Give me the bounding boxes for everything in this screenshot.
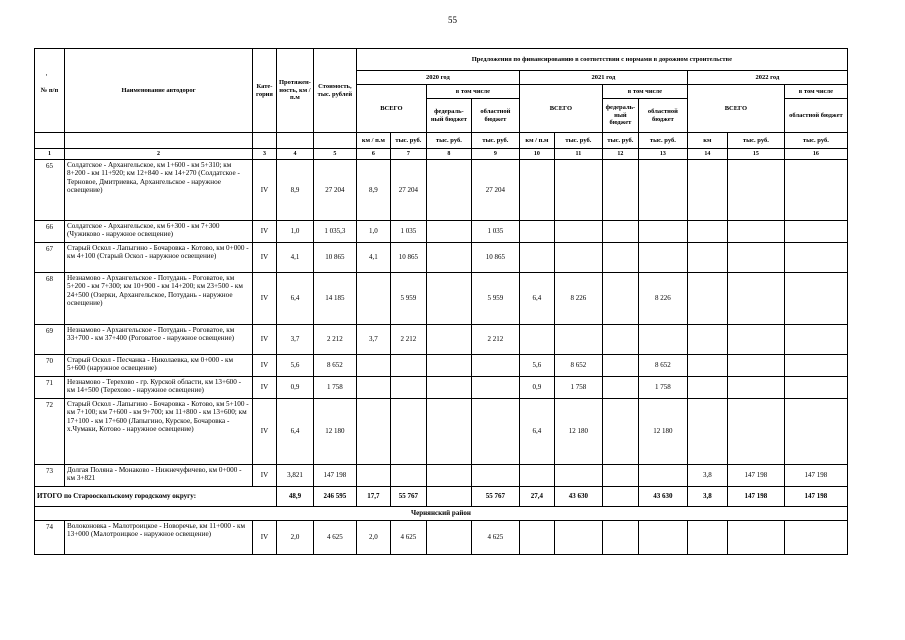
- cell-2020-km: 4,1: [356, 243, 390, 273]
- cell-2022-km: [687, 355, 727, 377]
- cell-2020-km: 8,9: [356, 160, 390, 221]
- row-number: 65: [35, 160, 65, 221]
- road-length: 4,1: [277, 243, 314, 273]
- road-length: 3,821: [277, 465, 314, 487]
- road-cost: 147 198: [313, 465, 356, 487]
- cell-2022-km: [687, 273, 727, 325]
- cell-2022-regional: [784, 377, 847, 399]
- cell-2020-federal: [426, 243, 471, 273]
- road-category: IV: [253, 160, 277, 221]
- cell-2021-rub: [554, 521, 602, 555]
- cell-2021-federal: [602, 399, 638, 465]
- cell-2021-regional: [638, 465, 687, 487]
- cell-2022-regional: [784, 355, 847, 377]
- road-cost: 27 204: [313, 160, 356, 221]
- total-row: [35, 487, 848, 507]
- col-number: 4: [277, 149, 314, 160]
- col-number: 1: [35, 149, 65, 160]
- cell-2020-regional: [471, 377, 519, 399]
- cell-2022-km: [687, 325, 727, 355]
- road-category: IV: [253, 325, 277, 355]
- header-proposals: Предложения по финансированию в соответствии с нормами в дорожном строительстве: [356, 49, 847, 71]
- corner-mark: ·: [45, 70, 48, 80]
- table-row: [35, 325, 848, 355]
- header-incl-2020: в том числе: [426, 85, 519, 99]
- header-length: Протяжен-ность, км / п.м: [277, 49, 314, 133]
- total-2022-rub: 147 198: [727, 487, 784, 507]
- cell-2021-km: [519, 243, 554, 273]
- road-name: Старый Оскол - Лапыгино - Бочаровка - Котово, км 5+100 - км 7+100; км 7+600 - км 9+700; км 11+800 - км 13+600; км 17+100 - км 17+600 (Лапыгино, Курское, Бочаровка - х.Чумаки, Котово - наружное освещение): [65, 399, 253, 465]
- road-name: Солдатское - Архангельское, км 1+600 - км 5+310; км 8+200 - км 11+920; км 12+840 - км 14+270 (Солдатское - Терновое, Дмитриевка, Архангельское - наружное освещение): [65, 160, 253, 221]
- cell-2020-federal: [426, 221, 471, 243]
- road-length: 6,4: [277, 273, 314, 325]
- cell-2021-km: 6,4: [519, 399, 554, 465]
- unit-reg-2021: тыс. руб.: [638, 133, 687, 149]
- cell-2020-km: [356, 355, 390, 377]
- header-regional-2022: областной бюджет: [784, 99, 847, 133]
- cell-2022-rub: [727, 521, 784, 555]
- unit-fed-2021: тыс. руб.: [602, 133, 638, 149]
- cell-2021-rub: 8 652: [554, 355, 602, 377]
- total-2021-fed: [602, 487, 638, 507]
- road-length: 6,4: [277, 399, 314, 465]
- cell-2022-regional: [784, 221, 847, 243]
- cell-2021-federal: [602, 273, 638, 325]
- cell-2020-regional: 10 865: [471, 243, 519, 273]
- cell-2022-rub: 147 198: [727, 465, 784, 487]
- row-number: 74: [35, 521, 65, 555]
- cell-2021-km: [519, 221, 554, 243]
- cell-2022-rub: [727, 377, 784, 399]
- cell-2020-rub: [390, 399, 426, 465]
- cell-2021-federal: [602, 221, 638, 243]
- row-number: 67: [35, 243, 65, 273]
- table-row: [35, 377, 848, 399]
- cell-2020-regional: 2 212: [471, 325, 519, 355]
- road-cost: 14 185: [313, 273, 356, 325]
- total-2022-reg: 147 198: [784, 487, 847, 507]
- cell-2021-rub: 1 758: [554, 377, 602, 399]
- road-name: Старый Оскол - Песчанка - Николаевка, км 0+000 - км 5+600 (наружное освещение): [65, 355, 253, 377]
- cell-2020-federal: [426, 160, 471, 221]
- col-number: 16: [784, 149, 847, 160]
- cell-2020-rub: 27 204: [390, 160, 426, 221]
- header-name: Наименование автодорог: [65, 49, 253, 133]
- cell-2021-rub: [554, 243, 602, 273]
- cell-2021-federal: [602, 377, 638, 399]
- col-number: 13: [638, 149, 687, 160]
- cell-2022-regional: [784, 325, 847, 355]
- cell-2021-federal: [602, 160, 638, 221]
- cell-2020-km: [356, 377, 390, 399]
- table-row: [35, 273, 848, 325]
- unit-rub-2021: тыс. руб.: [554, 133, 602, 149]
- cell-2020-regional: 5 959: [471, 273, 519, 325]
- unit-fed-2020: тыс. руб.: [426, 133, 471, 149]
- table-row: [35, 243, 848, 273]
- cell-2021-regional: 8 652: [638, 355, 687, 377]
- cell-2020-regional: 27 204: [471, 160, 519, 221]
- total-2021-rub: 43 630: [554, 487, 602, 507]
- header-federal-2020: федераль-ный бюджет: [426, 99, 471, 133]
- road-category: IV: [253, 243, 277, 273]
- cell-2022-km: [687, 160, 727, 221]
- header-regional-2021: областной бюджет: [638, 99, 687, 133]
- col-number: 8: [426, 149, 471, 160]
- col-number: 11: [554, 149, 602, 160]
- cell-2020-rub: 10 865: [390, 243, 426, 273]
- road-name: Волоконовка - Малотроицкое - Новоречье, км 11+000 - км 13+000 (Малотроицкое - наружное освещение): [65, 521, 253, 555]
- total-2022-km: 3,8: [687, 487, 727, 507]
- col-number: 6: [356, 149, 390, 160]
- cell-2021-regional: 12 180: [638, 399, 687, 465]
- road-length: 3,7: [277, 325, 314, 355]
- unit-reg-2022: тыс. руб.: [784, 133, 847, 149]
- table-row: [35, 521, 848, 555]
- cell-2022-km: [687, 521, 727, 555]
- cell-2022-regional: [784, 521, 847, 555]
- cell-2020-federal: [426, 355, 471, 377]
- cell-2021-rub: 8 226: [554, 273, 602, 325]
- cell-2021-rub: [554, 465, 602, 487]
- cell-2020-federal: [426, 273, 471, 325]
- unit-reg-2020: тыс. руб.: [471, 133, 519, 149]
- cell-2020-federal: [426, 399, 471, 465]
- col-number: 2: [65, 149, 253, 160]
- road-cost: 1 035,3: [313, 221, 356, 243]
- row-number: 69: [35, 325, 65, 355]
- cell-2020-rub: 1 035: [390, 221, 426, 243]
- cell-2022-km: [687, 243, 727, 273]
- unit-rub-2020: тыс. руб.: [390, 133, 426, 149]
- cell-2021-federal: [602, 243, 638, 273]
- col-number: 12: [602, 149, 638, 160]
- road-category: IV: [253, 465, 277, 487]
- cell-2021-regional: [638, 325, 687, 355]
- cell-2021-regional: [638, 221, 687, 243]
- road-cost: 1 758: [313, 377, 356, 399]
- cell-2021-federal: [602, 325, 638, 355]
- cell-2021-federal: [602, 355, 638, 377]
- cell-2022-km: [687, 221, 727, 243]
- table-row: [35, 399, 848, 465]
- road-name: Незнамово - Архангельское - Потудань - Роговатое, км 33+700 - км 37+400 (Роговатое - наружное освещение): [65, 325, 253, 355]
- cell-2020-rub: 4 625: [390, 521, 426, 555]
- cell-2020-rub: [390, 377, 426, 399]
- district-title: Чернянский район: [35, 507, 848, 521]
- total-2020-km: 17,7: [356, 487, 390, 507]
- road-name: Солдатское - Архангельское, км 6+300 - км 7+300 (Чужиково - наружное освещение): [65, 221, 253, 243]
- header-category: Кате-гория: [253, 49, 277, 133]
- total-2020-fed: [426, 487, 471, 507]
- cell-2021-km: 5,6: [519, 355, 554, 377]
- col-number: 14: [687, 149, 727, 160]
- cell-2020-rub: [390, 355, 426, 377]
- cell-2022-rub: [727, 243, 784, 273]
- road-cost: 8 652: [313, 355, 356, 377]
- cell-2020-federal: [426, 465, 471, 487]
- header-cost: Стоимость, тыс. рублей: [313, 49, 356, 133]
- cell-2020-rub: 2 212: [390, 325, 426, 355]
- col-number: 7: [390, 149, 426, 160]
- cell-2021-regional: [638, 243, 687, 273]
- road-length: 1,0: [277, 221, 314, 243]
- col-number: 15: [727, 149, 784, 160]
- row-number: 71: [35, 377, 65, 399]
- cell-2020-regional: [471, 355, 519, 377]
- header-incl-2022: в том числе: [784, 85, 847, 99]
- cell-2020-federal: [426, 521, 471, 555]
- table-row: [35, 160, 848, 221]
- table-body-okrug: [35, 160, 848, 487]
- header-total-2020: ВСЕГО: [356, 85, 426, 133]
- road-category: IV: [253, 399, 277, 465]
- row-number: 68: [35, 273, 65, 325]
- row-number: 72: [35, 399, 65, 465]
- cell-2022-regional: [784, 399, 847, 465]
- road-cost: 12 180: [313, 399, 356, 465]
- row-number: 73: [35, 465, 65, 487]
- cell-2021-federal: [602, 465, 638, 487]
- cell-2021-regional: [638, 521, 687, 555]
- cell-2022-km: [687, 377, 727, 399]
- cell-2020-km: 3,7: [356, 325, 390, 355]
- cell-2022-regional: [784, 273, 847, 325]
- page-number: 55: [448, 15, 457, 25]
- unit-km-2022: км: [687, 133, 727, 149]
- cell-2021-km: [519, 465, 554, 487]
- cell-2021-federal: [602, 521, 638, 555]
- cell-2021-rub: [554, 221, 602, 243]
- cell-2021-rub: [554, 325, 602, 355]
- total-length: 48,9: [277, 487, 314, 507]
- cell-2020-km: 2,0: [356, 521, 390, 555]
- table-body-district: [35, 521, 848, 555]
- cell-2022-rub: [727, 273, 784, 325]
- cell-2021-km: [519, 325, 554, 355]
- road-length: 8,9: [277, 160, 314, 221]
- row-number: 70: [35, 355, 65, 377]
- cell-2022-rub: [727, 221, 784, 243]
- cell-2022-rub: [727, 399, 784, 465]
- cell-2021-regional: 8 226: [638, 273, 687, 325]
- cell-2020-km: 1,0: [356, 221, 390, 243]
- unit-rub-2022: тыс. руб.: [727, 133, 784, 149]
- cell-2021-km: 0,9: [519, 377, 554, 399]
- cell-2021-km: 6,4: [519, 273, 554, 325]
- cell-2020-rub: [390, 465, 426, 487]
- cell-2022-regional: [784, 243, 847, 273]
- road-cost: 2 212: [313, 325, 356, 355]
- header-year-2021: 2021 год: [519, 71, 687, 85]
- road-category: IV: [253, 273, 277, 325]
- header-year-2020: 2020 год: [356, 71, 519, 85]
- cell-2022-rub: [727, 355, 784, 377]
- road-length: 5,6: [277, 355, 314, 377]
- table-row: [35, 221, 848, 243]
- road-name: Долгая Поляна - Монаково - Нижнечуфичево, км 0+000 - км 3+821: [65, 465, 253, 487]
- cell-2020-regional: 1 035: [471, 221, 519, 243]
- road-category: IV: [253, 521, 277, 555]
- table-row: [35, 355, 848, 377]
- col-number: 10: [519, 149, 554, 160]
- road-length: 0,9: [277, 377, 314, 399]
- cell-2020-rub: 5 959: [390, 273, 426, 325]
- cell-2020-federal: [426, 325, 471, 355]
- header-total-2022: ВСЕГО: [687, 85, 784, 133]
- road-category: IV: [253, 221, 277, 243]
- cell-2022-regional: [784, 160, 847, 221]
- col-number: 9: [471, 149, 519, 160]
- road-cost: 4 625: [313, 521, 356, 555]
- header-num: № п/п: [35, 49, 65, 133]
- total-2020-reg: 55 767: [471, 487, 519, 507]
- total-2020-rub: 55 767: [390, 487, 426, 507]
- cell-2020-km: [356, 465, 390, 487]
- cell-2021-regional: 1 758: [638, 377, 687, 399]
- cell-2020-regional: [471, 465, 519, 487]
- total-label: ИТОГО по Старооскольскому городскому округу:: [35, 487, 277, 507]
- cell-2020-km: [356, 399, 390, 465]
- col-number: 3: [253, 149, 277, 160]
- road-name: Старый Оскол - Лапыгино - Бочаровка - Котово, км 0+000 - км 4+100 (Старый Оскол - наружное освещение): [65, 243, 253, 273]
- road-cost: 10 865: [313, 243, 356, 273]
- road-financing-table: [34, 48, 848, 555]
- road-length: 2,0: [277, 521, 314, 555]
- road-category: IV: [253, 355, 277, 377]
- road-name: Незнамово - Архангельское - Потудань - Роговатое, км 5+200 - км 7+300; км 10+900 - км 14+200; км 23+500 - км 24+500 (Озерки, Архангельское, Потудань - наружное освещение): [65, 273, 253, 325]
- cell-2022-rub: [727, 325, 784, 355]
- unit-km-2020: км / п.м: [356, 133, 390, 149]
- road-category: IV: [253, 377, 277, 399]
- cell-2022-regional: 147 198: [784, 465, 847, 487]
- cell-2021-km: [519, 521, 554, 555]
- row-number: 66: [35, 221, 65, 243]
- unit-km-2021: км / п.м: [519, 133, 554, 149]
- header-total-2021: ВСЕГО: [519, 85, 602, 133]
- cell-2022-km: 3,8: [687, 465, 727, 487]
- road-name: Незнамово - Терехово - гр. Курской области, км 13+600 - км 14+500 (Терехово - наружное освещение): [65, 377, 253, 399]
- col-number: 5: [313, 149, 356, 160]
- header-federal-2021: федераль-ный бюджет: [602, 99, 638, 133]
- header-year-2022: 2022 год: [687, 71, 847, 85]
- cell-2021-km: [519, 160, 554, 221]
- cell-2022-rub: [727, 160, 784, 221]
- cell-2021-rub: [554, 160, 602, 221]
- cell-2021-regional: [638, 160, 687, 221]
- cell-2020-regional: 4 625: [471, 521, 519, 555]
- cell-2022-km: [687, 399, 727, 465]
- cell-2020-federal: [426, 377, 471, 399]
- cell-2020-km: [356, 273, 390, 325]
- table-row: [35, 465, 848, 487]
- header-regional-2020: областной бюджет: [471, 99, 519, 133]
- district-row: [35, 507, 848, 521]
- total-2021-km: 27,4: [519, 487, 554, 507]
- cell-2020-regional: [471, 399, 519, 465]
- cell-2021-rub: 12 180: [554, 399, 602, 465]
- header-incl-2021: в том числе: [602, 85, 687, 99]
- total-cost: 246 595: [313, 487, 356, 507]
- total-2021-reg: 43 630: [638, 487, 687, 507]
